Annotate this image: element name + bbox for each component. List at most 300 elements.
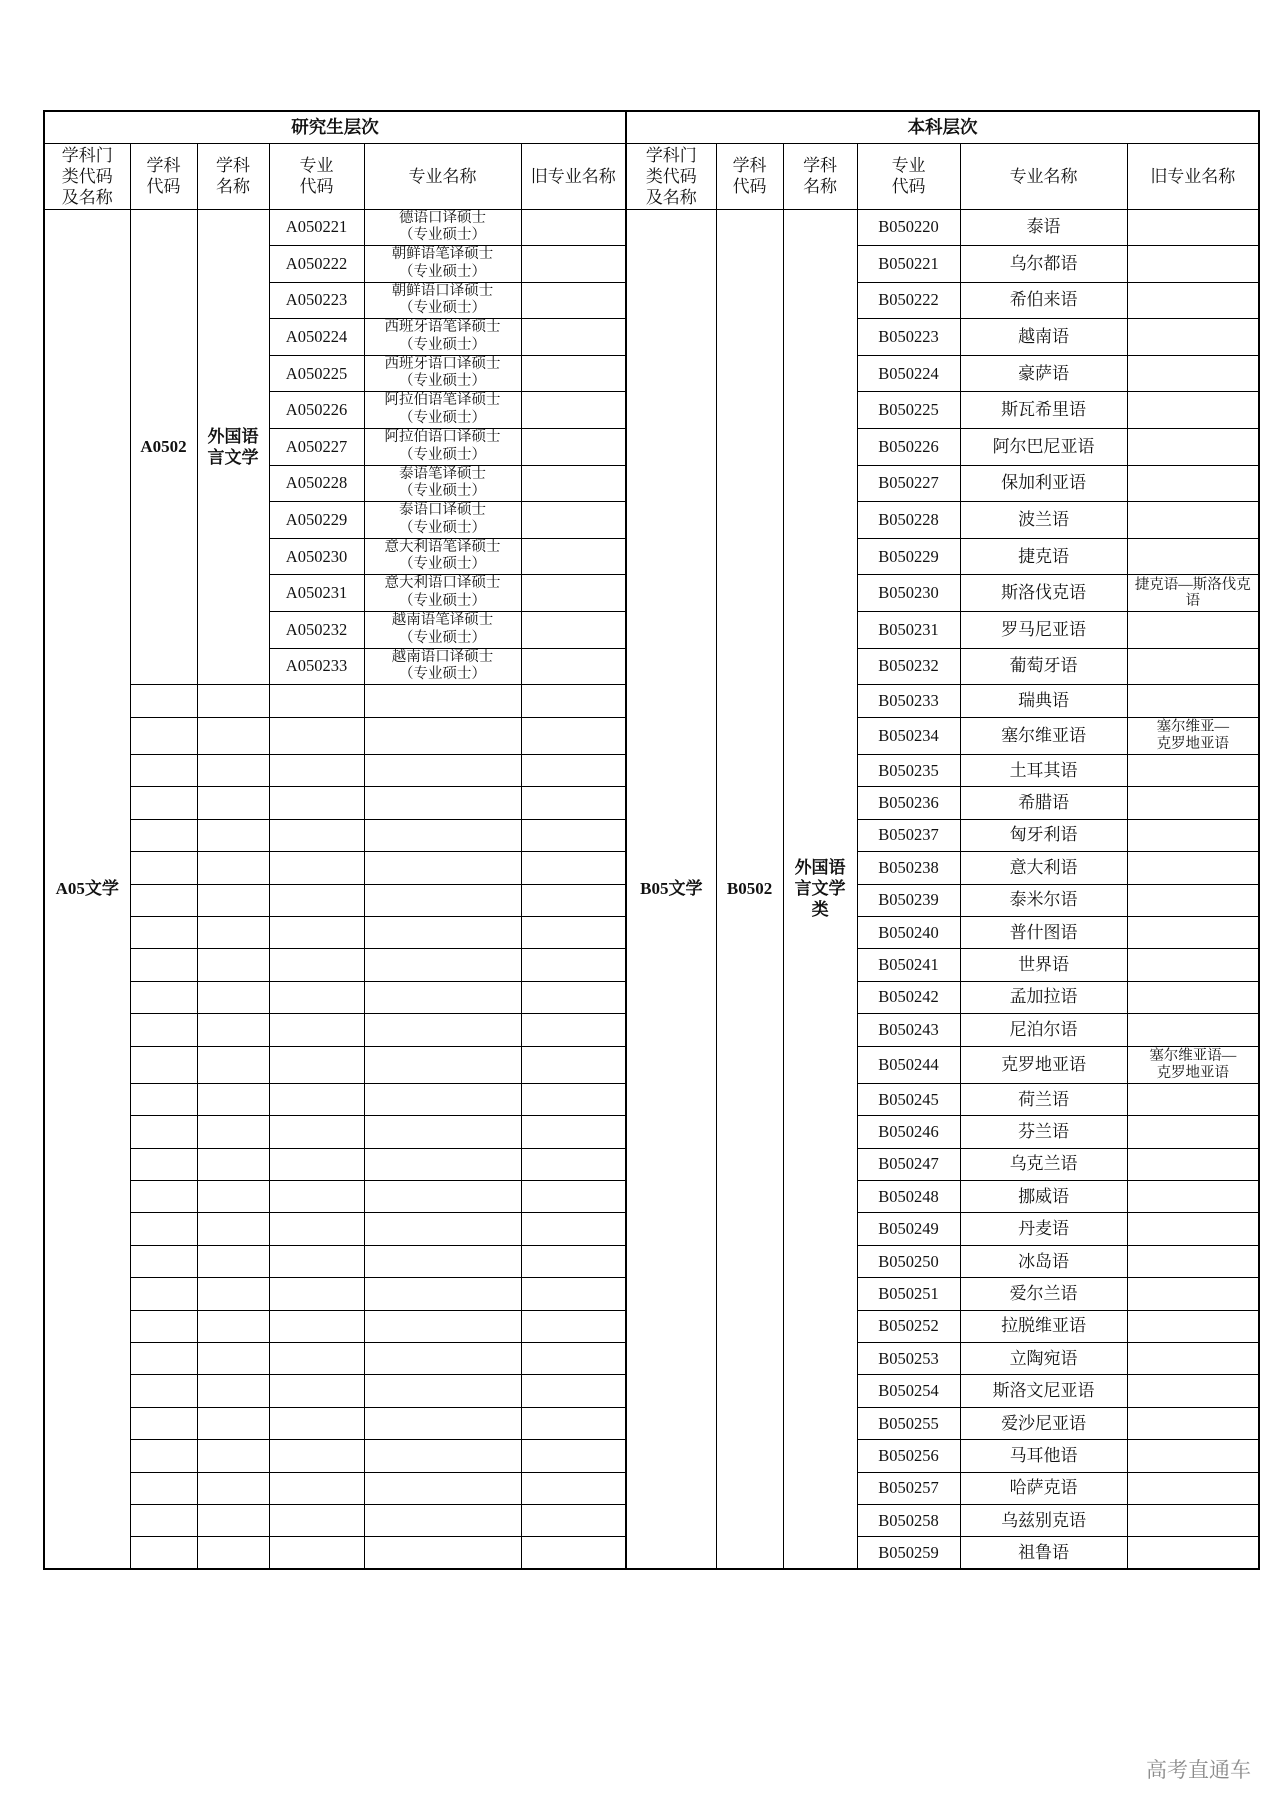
- empty-cell: [130, 884, 197, 916]
- graduate-major-code: A050225: [285, 363, 348, 383]
- undergraduate-major-code-cell: [857, 319, 960, 356]
- empty-cell: [130, 1213, 197, 1245]
- undergraduate-major-code: B050224: [878, 363, 939, 383]
- undergraduate-major-name: 乌尔都语: [1009, 253, 1078, 273]
- empty-cell: [130, 1343, 197, 1375]
- graduate-discipline-code-cell: [130, 209, 197, 685]
- undergraduate-old-major-name-header: [1127, 143, 1259, 209]
- empty-cell: [521, 717, 626, 754]
- graduate-major-name: 泰语笔译硕士: [399, 465, 486, 482]
- undergraduate-major-code: B050220: [878, 217, 939, 237]
- empty-cell: [364, 1148, 521, 1180]
- graduate-major-note: （专业硕士）: [399, 556, 486, 573]
- undergraduate-major-code: B050246: [878, 1121, 939, 1141]
- empty-cell: [130, 685, 197, 717]
- graduate-major-code: A050230: [285, 546, 348, 566]
- empty-cell: [521, 1181, 626, 1213]
- undergraduate-old-major-name-line: 克罗地亚语: [1156, 735, 1230, 752]
- undergraduate-major-name: 乌克兰语: [1009, 1154, 1078, 1174]
- graduate-major-note: （专业硕士）: [399, 263, 486, 280]
- empty-cell: [269, 1083, 364, 1115]
- graduate-major-name-cell: [364, 319, 521, 356]
- empty-cell: [269, 916, 364, 948]
- empty-cell: [269, 787, 364, 819]
- undergraduate-old-major-name-cell: [1127, 819, 1259, 851]
- undergraduate-old-major-name-cell: [1127, 1310, 1259, 1342]
- empty-cell: [197, 1310, 269, 1342]
- empty-cell: [269, 1181, 364, 1213]
- undergraduate-major-name-cell: [960, 1343, 1127, 1375]
- undergraduate-major-code-cell: [857, 685, 960, 717]
- undergraduate-major-code: B050232: [878, 656, 939, 676]
- graduate-major-name: 意大利语笔译硕士: [384, 538, 501, 555]
- undergraduate-major-code-cell: [857, 916, 960, 948]
- graduate-major-code-cell: [269, 392, 364, 429]
- empty-cell: [521, 685, 626, 717]
- graduate-major-code: A050231: [285, 583, 348, 603]
- undergraduate-major-code-cell: [857, 755, 960, 787]
- undergraduate-major-code-cell: [857, 1083, 960, 1115]
- graduate-major-name-cell: [364, 209, 521, 246]
- graduate-major-note: （专业硕士）: [399, 592, 486, 609]
- undergraduate-major-code-cell: [857, 1537, 960, 1569]
- empty-cell: [130, 1472, 197, 1504]
- empty-cell: [269, 1014, 364, 1046]
- empty-cell: [521, 1537, 626, 1569]
- undergraduate-major-name-cell: [960, 884, 1127, 916]
- empty-cell: [521, 1213, 626, 1245]
- undergraduate-major-code-cell: [857, 787, 960, 819]
- empty-cell: [197, 1014, 269, 1046]
- undergraduate-major-code: B050256: [878, 1445, 939, 1465]
- empty-cell: [269, 1375, 364, 1407]
- empty-cell: [197, 787, 269, 819]
- graduate-major-name-cell: [364, 612, 521, 649]
- empty-cell: [130, 1245, 197, 1277]
- undergraduate-old-major-name-cell: [1127, 1213, 1259, 1245]
- undergraduate-major-name-header-label: 专业名称: [1009, 166, 1078, 186]
- undergraduate-major-name: 爱尔兰语: [1009, 1283, 1078, 1303]
- undergraduate-old-major-name-cell: [1127, 1407, 1259, 1439]
- empty-cell: [130, 787, 197, 819]
- undergraduate-major-code-cell: [857, 1407, 960, 1439]
- empty-cell: [364, 787, 521, 819]
- undergraduate-old-major-name-cell: [1127, 1116, 1259, 1148]
- empty-cell: [130, 1537, 197, 1569]
- undergraduate-major-name: 爱沙尼亚语: [1001, 1413, 1087, 1433]
- undergraduate-major-code: B050259: [878, 1542, 939, 1562]
- undergraduate-major-name: 普什图语: [1009, 922, 1078, 942]
- undergraduate-major-name-cell: [960, 1375, 1127, 1407]
- undergraduate-major-code-cell: [857, 575, 960, 612]
- empty-cell: [364, 1116, 521, 1148]
- empty-cell: [521, 884, 626, 916]
- undergraduate-major-name: 越南语: [1018, 327, 1070, 347]
- graduate-major-name: 越南语口译硕士: [391, 648, 494, 665]
- empty-cell: [364, 1213, 521, 1245]
- undergraduate-old-major-name-line: 捷克语—斯洛伐克: [1134, 576, 1251, 593]
- empty-cell: [364, 1537, 521, 1569]
- empty-cell: [364, 884, 521, 916]
- undergraduate-old-major-name-cell: [1127, 1375, 1259, 1407]
- graduate-major-code-header-label: 专业代码: [299, 156, 334, 196]
- graduate-major-name-cell: [364, 502, 521, 539]
- undergraduate-major-code: B050231: [878, 619, 939, 639]
- undergraduate-major-code: B050252: [878, 1316, 939, 1336]
- graduate-discipline-code-header: [130, 143, 197, 209]
- empty-cell: [521, 819, 626, 851]
- empty-cell: [197, 1343, 269, 1375]
- undergraduate-old-major-name-cell: [1127, 1046, 1259, 1083]
- empty-cell: [521, 1278, 626, 1310]
- empty-cell: [197, 1116, 269, 1148]
- empty-cell: [130, 1046, 197, 1083]
- empty-cell: [130, 1278, 197, 1310]
- empty-cell: [364, 1245, 521, 1277]
- undergraduate-old-major-name-cell: [1127, 717, 1259, 754]
- undergraduate-major-code-cell: [857, 392, 960, 429]
- undergraduate-major-name: 瑞典语: [1018, 690, 1070, 710]
- empty-cell: [521, 1407, 626, 1439]
- empty-cell: [197, 981, 269, 1013]
- undergraduate-major-code: B050230: [878, 583, 939, 603]
- empty-cell: [269, 1213, 364, 1245]
- empty-cell: [269, 1148, 364, 1180]
- graduate-major-code: A050232: [285, 619, 348, 639]
- undergraduate-old-major-name-cell: [1127, 612, 1259, 649]
- empty-cell: [269, 884, 364, 916]
- undergraduate-major-code: B050243: [878, 1019, 939, 1039]
- undergraduate-major-name: 克罗地亚语: [1001, 1054, 1087, 1074]
- undergraduate-major-code-cell: [857, 612, 960, 649]
- empty-cell: [197, 1213, 269, 1245]
- undergraduate-major-name-cell: [960, 1046, 1127, 1083]
- undergraduate-major-code: B050254: [878, 1381, 939, 1401]
- undergraduate-discipline-code-header: [716, 143, 783, 209]
- empty-cell: [130, 916, 197, 948]
- undergraduate-old-major-name-cell: [1127, 319, 1259, 356]
- undergraduate-major-code: B050257: [878, 1478, 939, 1498]
- undergraduate-major-code: B050245: [878, 1089, 939, 1109]
- undergraduate-major-code-cell: [857, 1375, 960, 1407]
- empty-cell: [130, 819, 197, 851]
- graduate-major-name-cell: [364, 575, 521, 612]
- watermark-label: 高考直通车: [1146, 1759, 1251, 1782]
- graduate-major-code-cell: [269, 282, 364, 319]
- undergraduate-major-name-cell: [960, 717, 1127, 754]
- graduate-major-code-cell: [269, 209, 364, 246]
- empty-cell: [197, 1375, 269, 1407]
- empty-cell: [364, 1375, 521, 1407]
- undergraduate-major-name: 阿尔巴尼亚语: [992, 436, 1095, 456]
- undergraduate-major-name: 波兰语: [1018, 510, 1070, 530]
- empty-cell: [364, 755, 521, 787]
- undergraduate-old-major-name-line: 塞尔维亚语—: [1149, 1048, 1237, 1065]
- empty-cell: [364, 1083, 521, 1115]
- empty-cell: [364, 1014, 521, 1046]
- undergraduate-major-name-cell: [960, 1504, 1127, 1536]
- empty-cell: [269, 819, 364, 851]
- empty-cell: [521, 1343, 626, 1375]
- undergraduate-major-name: 哈萨克语: [1009, 1478, 1078, 1498]
- undergraduate-old-major-name-cell: [1127, 1245, 1259, 1277]
- undergraduate-old-major-name-cell: [1127, 981, 1259, 1013]
- empty-cell: [130, 1504, 197, 1536]
- undergraduate-major-code-cell: [857, 949, 960, 981]
- empty-cell: [130, 1116, 197, 1148]
- undergraduate-major-name: 尼泊尔语: [1009, 1019, 1078, 1039]
- undergraduate-major-code: B050234: [878, 725, 939, 745]
- undergraduate-major-name: 挪威语: [1018, 1186, 1070, 1206]
- empty-cell: [269, 755, 364, 787]
- undergraduate-major-code: B050258: [878, 1510, 939, 1530]
- undergraduate-major-name: 祖鲁语: [1018, 1542, 1070, 1562]
- undergraduate-old-major-name-cell: [1127, 1537, 1259, 1569]
- graduate-major-name: 阿拉伯语口译硕士: [384, 429, 501, 446]
- undergraduate-major-name: 捷克语: [1018, 546, 1070, 566]
- undergraduate-major-name-cell: [960, 319, 1127, 356]
- graduate-major-code: A050223: [285, 290, 348, 310]
- undergraduate-major-code-cell: [857, 648, 960, 685]
- graduate-major-name: 朝鲜语笔译硕士: [391, 246, 494, 263]
- level-header-row: [44, 111, 1259, 143]
- empty-cell: [197, 1537, 269, 1569]
- empty-cell: [364, 1440, 521, 1472]
- empty-cell: [197, 1472, 269, 1504]
- empty-cell: [521, 1083, 626, 1115]
- undergraduate-major-code-cell: [857, 1181, 960, 1213]
- undergraduate-major-code: B050225: [878, 400, 939, 420]
- graduate-major-code-cell: [269, 648, 364, 685]
- empty-cell: [364, 1407, 521, 1439]
- undergraduate-major-name: 芬兰语: [1018, 1121, 1070, 1141]
- graduate-major-name: 阿拉伯语笔译硕士: [384, 392, 501, 409]
- graduate-major-name: 西班牙语笔译硕士: [384, 319, 501, 336]
- empty-cell: [197, 1245, 269, 1277]
- graduate-old-major-name-cell: [521, 392, 626, 429]
- undergraduate-major-code: B050240: [878, 922, 939, 942]
- undergraduate-major-name-cell: [960, 1014, 1127, 1046]
- undergraduate-major-code: B050242: [878, 987, 939, 1007]
- empty-cell: [269, 1245, 364, 1277]
- undergraduate-major-code: B050229: [878, 546, 939, 566]
- undergraduate-major-name: 荷兰语: [1018, 1089, 1070, 1109]
- empty-cell: [269, 949, 364, 981]
- graduate-category-header: [44, 143, 130, 209]
- graduate-level-heading: 研究生层次: [44, 111, 626, 143]
- graduate-major-code: A050224: [285, 327, 348, 347]
- empty-cell: [269, 981, 364, 1013]
- graduate-major-name: 泰语口译硕士: [399, 502, 486, 519]
- graduate-major-name: 德语口译硕士: [399, 209, 486, 226]
- undergraduate-major-code-cell: [857, 1343, 960, 1375]
- graduate-major-name: 意大利语口译硕士: [384, 575, 501, 592]
- undergraduate-major-name: 希腊语: [1018, 793, 1070, 813]
- empty-cell: [521, 1116, 626, 1148]
- empty-cell: [197, 819, 269, 851]
- empty-cell: [130, 1083, 197, 1115]
- undergraduate-category-cell: [626, 209, 716, 1569]
- empty-cell: [130, 1440, 197, 1472]
- graduate-major-name: 朝鲜语口译硕士: [391, 282, 494, 299]
- graduate-category-cell: [44, 209, 130, 1569]
- undergraduate-major-name: 泰米尔语: [1009, 890, 1078, 910]
- graduate-major-code-cell: [269, 429, 364, 466]
- undergraduate-old-major-name-cell: [1127, 1083, 1259, 1115]
- undergraduate-major-code: B050223: [878, 327, 939, 347]
- undergraduate-major-name: 斯洛文尼亚语: [992, 1381, 1095, 1401]
- undergraduate-old-major-name-cell: [1127, 575, 1259, 612]
- graduate-major-note: （专业硕士）: [399, 300, 486, 317]
- undergraduate-major-name-cell: [960, 429, 1127, 466]
- graduate-major-code-cell: [269, 538, 364, 575]
- graduate-major-note: （专业硕士）: [399, 666, 486, 683]
- undergraduate-major-name-cell: [960, 852, 1127, 884]
- undergraduate-major-name: 世界语: [1018, 955, 1070, 975]
- empty-cell: [269, 1116, 364, 1148]
- empty-cell: [197, 685, 269, 717]
- table-header: [44, 111, 1259, 209]
- graduate-major-name: 越南语笔译硕士: [391, 612, 494, 629]
- undergraduate-major-name: 立陶宛语: [1009, 1348, 1078, 1368]
- empty-cell: [364, 1181, 521, 1213]
- empty-cell: [269, 852, 364, 884]
- graduate-major-code: A050228: [285, 473, 348, 493]
- undergraduate-major-code-cell: [857, 1440, 960, 1472]
- empty-cell: [197, 1148, 269, 1180]
- undergraduate-old-major-name-cell: [1127, 852, 1259, 884]
- empty-cell: [521, 981, 626, 1013]
- empty-cell: [521, 1440, 626, 1472]
- undergraduate-major-code: B050250: [878, 1251, 939, 1271]
- graduate-major-code-cell: [269, 246, 364, 283]
- graduate-discipline-name-header: [197, 143, 269, 209]
- empty-cell: [197, 1181, 269, 1213]
- empty-cell: [197, 852, 269, 884]
- empty-cell: [130, 1148, 197, 1180]
- empty-cell: [130, 755, 197, 787]
- graduate-major-note: （专业硕士）: [399, 446, 486, 463]
- empty-cell: [269, 685, 364, 717]
- graduate-major-code-cell: [269, 319, 364, 356]
- empty-cell: [197, 1046, 269, 1083]
- undergraduate-major-name-cell: [960, 392, 1127, 429]
- undergraduate-major-code-header: [857, 143, 960, 209]
- graduate-major-note: （专业硕士）: [399, 483, 486, 500]
- undergraduate-major-name-cell: [960, 1537, 1127, 1569]
- undergraduate-major-code-cell: [857, 1148, 960, 1180]
- empty-cell: [364, 685, 521, 717]
- undergraduate-old-major-name-cell: [1127, 949, 1259, 981]
- undergraduate-major-name-cell: [960, 787, 1127, 819]
- undergraduate-old-major-name-cell: [1127, 465, 1259, 502]
- empty-cell: [364, 1343, 521, 1375]
- graduate-discipline-name-cell: [197, 209, 269, 685]
- undergraduate-major-code: B050241: [878, 955, 939, 975]
- undergraduate-discipline-code-header-label: 学科代码: [732, 156, 767, 196]
- empty-cell: [130, 981, 197, 1013]
- graduate-major-code-cell: [269, 575, 364, 612]
- undergraduate-major-name-cell: [960, 648, 1127, 685]
- graduate-discipline-name: 外国语言文学: [207, 426, 259, 467]
- graduate-old-major-name-cell: [521, 575, 626, 612]
- empty-cell: [197, 1407, 269, 1439]
- undergraduate-discipline-name-header: [783, 143, 857, 209]
- empty-cell: [364, 1472, 521, 1504]
- undergraduate-major-code-cell: [857, 246, 960, 283]
- undergraduate-major-name-header: [960, 143, 1127, 209]
- undergraduate-major-name: 丹麦语: [1018, 1219, 1070, 1239]
- undergraduate-major-code-cell: [857, 1245, 960, 1277]
- empty-cell: [130, 1310, 197, 1342]
- table-body: [44, 209, 1259, 1569]
- undergraduate-major-code-cell: [857, 502, 960, 539]
- graduate-major-code: A050221: [285, 217, 348, 237]
- undergraduate-major-name: 拉脱维亚语: [1001, 1316, 1087, 1336]
- undergraduate-old-major-name-cell: [1127, 246, 1259, 283]
- undergraduate-major-name-cell: [960, 538, 1127, 575]
- empty-cell: [521, 1046, 626, 1083]
- undergraduate-major-code: B050244: [878, 1054, 939, 1074]
- undergraduate-major-name: 豪萨语: [1018, 363, 1070, 383]
- graduate-major-code: A050222: [285, 253, 348, 273]
- empty-cell: [130, 1014, 197, 1046]
- undergraduate-major-code-cell: [857, 1504, 960, 1536]
- empty-cell: [269, 1278, 364, 1310]
- graduate-discipline-code-header-label: 学科代码: [146, 156, 181, 196]
- empty-cell: [364, 1278, 521, 1310]
- graduate-category: A05文学: [55, 879, 119, 899]
- undergraduate-major-code-cell: [857, 1116, 960, 1148]
- undergraduate-major-code: B050239: [878, 890, 939, 910]
- graduate-major-note: （专业硕士）: [399, 373, 486, 390]
- undergraduate-major-name: 希伯来语: [1009, 290, 1078, 310]
- empty-cell: [364, 1504, 521, 1536]
- undergraduate-major-name: 马耳他语: [1009, 1445, 1078, 1465]
- graduate-major-note: （专业硕士）: [399, 519, 486, 536]
- undergraduate-major-name: 孟加拉语: [1009, 987, 1078, 1007]
- undergraduate-major-name: 土耳其语: [1009, 760, 1078, 780]
- empty-cell: [521, 1014, 626, 1046]
- graduate-old-major-name-cell: [521, 465, 626, 502]
- undergraduate-category-header: [626, 143, 716, 209]
- undergraduate-major-name-cell: [960, 1310, 1127, 1342]
- undergraduate-major-code: B050228: [878, 510, 939, 530]
- undergraduate-discipline-code: B0502: [726, 879, 773, 899]
- undergraduate-major-code: B050238: [878, 857, 939, 877]
- empty-cell: [130, 949, 197, 981]
- graduate-major-code: A050226: [285, 400, 348, 420]
- graduate-old-major-name-cell: [521, 612, 626, 649]
- undergraduate-major-name-cell: [960, 949, 1127, 981]
- undergraduate-major-name: 意大利语: [1009, 857, 1078, 877]
- undergraduate-major-name-cell: [960, 575, 1127, 612]
- graduate-old-major-name-header-label: 旧专业名称: [530, 166, 616, 186]
- empty-cell: [364, 916, 521, 948]
- graduate-major-code-cell: [269, 612, 364, 649]
- empty-cell: [197, 916, 269, 948]
- undergraduate-major-name-cell: [960, 246, 1127, 283]
- undergraduate-major-name: 泰语: [1026, 217, 1061, 237]
- empty-cell: [521, 1504, 626, 1536]
- empty-cell: [364, 1046, 521, 1083]
- undergraduate-major-name-cell: [960, 685, 1127, 717]
- undergraduate-major-code: B050227: [878, 473, 939, 493]
- undergraduate-old-major-name-cell: [1127, 1440, 1259, 1472]
- undergraduate-major-code-cell: [857, 209, 960, 246]
- undergraduate-major-code-cell: [857, 1046, 960, 1083]
- undergraduate-major-name-cell: [960, 1116, 1127, 1148]
